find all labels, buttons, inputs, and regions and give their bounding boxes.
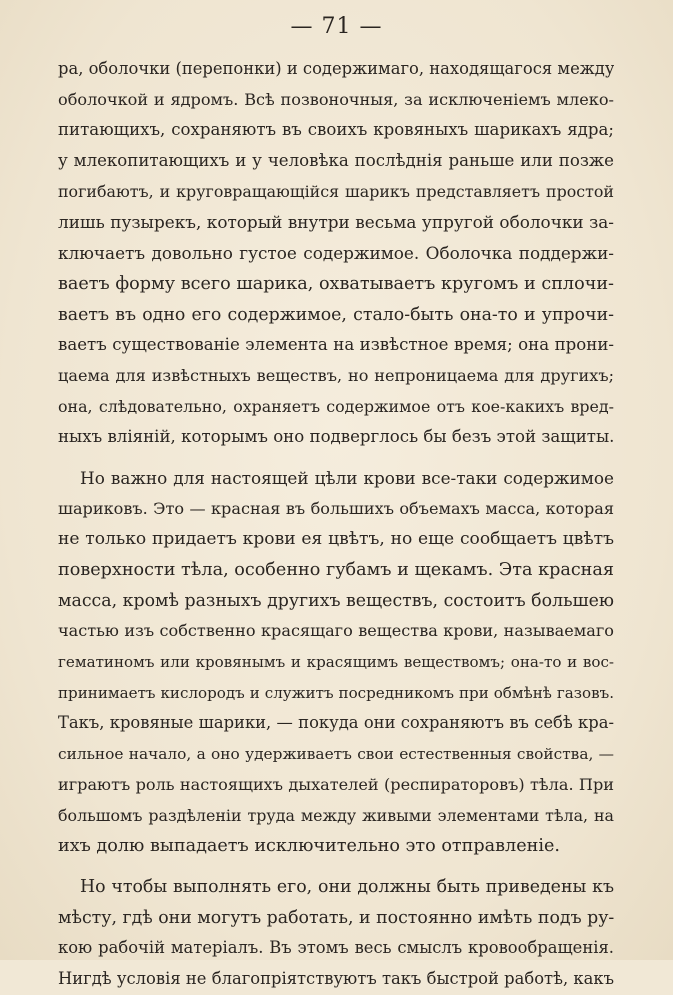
text-line: Нигдѣ условія не благопріятствуютъ такъ быстрой работѣ, какъ (58, 968, 614, 988)
page-number: — 71 — (290, 14, 383, 39)
text-line: Но чтобы выполнять его, они должны быть приведены къ (80, 876, 614, 897)
paragraph (58, 872, 614, 995)
text-line: оболочкой и ядромъ. Всѣ позвоночныя, за исключеніемъ млеко- (58, 89, 614, 109)
text-line: лишь пузырекъ, который внутри весьма упругой оболочки за- (58, 212, 614, 233)
text-line: играютъ роль настоящихъ дыхателей (респираторовъ) тѣла. При (58, 774, 614, 794)
text-line: она, слѣдовательно, охраняетъ содержимое отъ кое-какихъ вред- (58, 396, 614, 416)
text-line: большомъ раздѣленіи труда между живыми элементами тѣла, на (58, 805, 614, 825)
text-line: ваетъ форму всего шарика, охватываетъ кругомъ и сплочи- (58, 273, 614, 294)
text-line: не только придаетъ крови ея цвѣтъ, но еще сообщаетъ цвѣтъ (58, 529, 614, 550)
text-line: сильное начало, а оно удерживаетъ свои естественныя свойства, — (58, 745, 614, 764)
text-line: погибаютъ, и круговращающійся шарикъ представляетъ простой (58, 181, 614, 201)
paragraph-gap (58, 453, 614, 463)
text-line: ихъ долю выпадаетъ исключительно это отправленіе. (58, 836, 560, 857)
paragraph (58, 54, 614, 453)
text-line: у млекопитающихъ и у человѣка послѣднія раньше или позже (58, 151, 614, 171)
paragraph-gap (58, 862, 614, 872)
text-line: шариковъ. Это — красная въ большихъ объемахъ масса, которая (58, 498, 614, 518)
text-line: ваетъ существованіе элемента на извѣстное время; она прони- (58, 335, 614, 355)
page-text (58, 54, 614, 995)
text-line: ваетъ въ одно его содержимое, стало-быть она-то и упрочи- (58, 304, 614, 325)
paragraph (58, 463, 614, 862)
text-line: принимаетъ кислородъ и служитъ посредникомъ при обмѣнѣ газовъ. (58, 683, 614, 702)
text-line: гематиномъ или кровянымъ и красящимъ веществомъ; она-то и вос- (58, 653, 614, 672)
text-line: мѣсту, гдѣ они могутъ работать, и постоянно имѣть подъ ру- (58, 907, 614, 928)
text-line: ключаетъ довольно густое содержимое. Оболочка поддержи- (58, 243, 614, 264)
text-line: поверхности тѣла, особенно губамъ и щекамъ. Эта красная (58, 560, 614, 580)
text-line: ныхъ вліяній, которымъ оно подверглось бы безъ этой защиты. (58, 427, 614, 447)
text-line: частью изъ собственно красящаго вещества крови, называемаго (58, 621, 614, 641)
text-line: кою рабочій матеріалъ. Въ этомъ весь смыслъ кровообращенія. (58, 938, 614, 958)
text-line: цаема для извѣстныхъ веществъ, но непроницаема для другихъ; (58, 365, 614, 385)
text-line: ра, оболочки (перепонки) и содержимаго, находящагося между (58, 59, 614, 78)
text-line: Но важно для настоящей цѣли крови все-таки содержимое (80, 467, 614, 488)
text-line: масса, кромѣ разныхъ другихъ веществъ, состоитъ большею (58, 590, 614, 611)
text-line: питающихъ, сохраняютъ въ своихъ кровяныхъ шарикахъ ядра; (58, 120, 614, 140)
text-line: Такъ, кровяные шарики, — покуда они сохраняютъ въ себѣ кра- (58, 713, 614, 733)
